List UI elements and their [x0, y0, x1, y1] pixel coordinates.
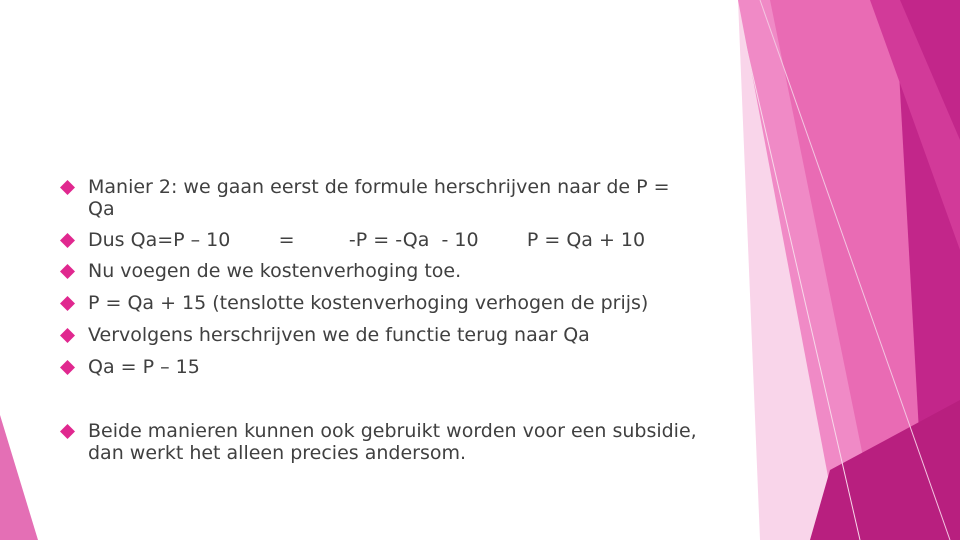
bullet-item: [60, 260, 700, 282]
bullet-text: Beide manieren kunnen ook gebruikt worden voor een subsidie, dan werkt het alleen precies andersom.: [88, 420, 697, 464]
diamond-bullet-icon: [60, 424, 75, 439]
bullet-item: [60, 356, 700, 378]
diamond-bullet-icon: [60, 233, 75, 248]
diamond-bullet-icon: [60, 264, 75, 279]
diamond-bullet-icon: [60, 328, 75, 343]
bullet-text: Vervolgens herschrijven we de functie terug naar Qa: [88, 324, 590, 346]
diamond-bullet-icon: [60, 180, 75, 195]
diamond-bullet-icon: [60, 296, 75, 311]
bullet-text: Qa = P – 15: [88, 356, 200, 378]
bullet-text: P = Qa + 15 (tenslotte kostenverhoging verhogen de prijs): [88, 292, 649, 314]
bullet-item: [60, 292, 700, 314]
bullet-item: [60, 229, 700, 251]
bullet-item: [60, 420, 700, 464]
diamond-bullet-icon: [60, 360, 75, 375]
bullet-item: [60, 324, 700, 346]
bullet-item: [60, 176, 700, 220]
bullet-text: Dus Qa=P – 10 = -P = -Qa - 10 P = Qa + 10: [88, 229, 646, 251]
bullet-text: Nu voegen de we kostenverhoging toe.: [88, 260, 462, 282]
left-edge-shape: [0, 415, 38, 540]
bullet-text: Manier 2: we gaan eerst de formule herschrijven naar de P = Qa: [88, 176, 670, 220]
